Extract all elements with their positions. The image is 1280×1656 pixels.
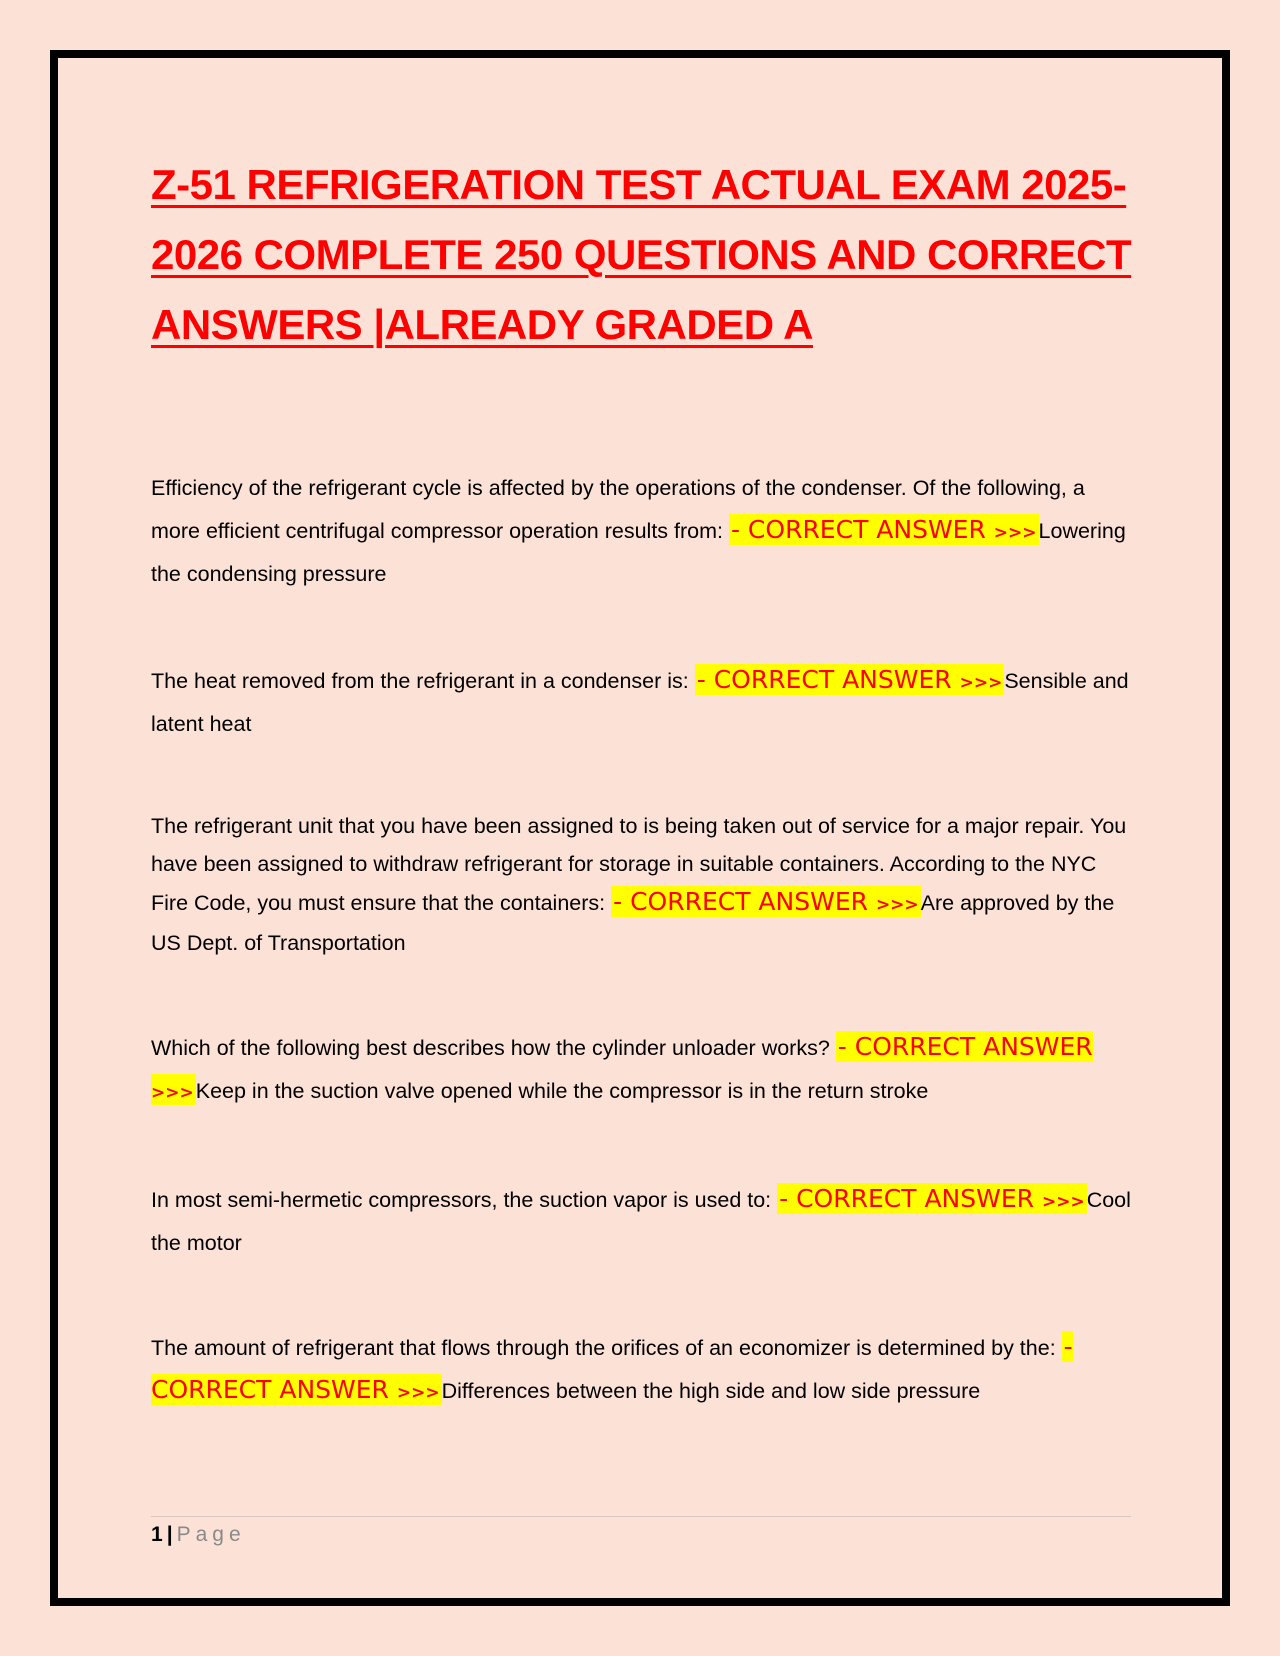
correct-answer-marker: - CORRECT ANSWER >>> [613,887,919,916]
correct-answer-marker: - CORRECT ANSWER >>> [696,665,1003,694]
question-text: The heat removed from the refrigerant in a condenser is: [151,669,695,693]
question-text: In most semi-hermetic compressors, the suction vapor is used to: [151,1188,778,1212]
correct-answer-marker: - CORRECT ANSWER >>> [779,1184,1085,1213]
page-footer [151,1520,246,1550]
answer-text: Sensible and latent heat [151,669,1129,736]
answer-text: Cool the motor [151,1188,1131,1255]
document-content [151,150,1136,1414]
question-text: Which of the following best describes how the cylinder unloader works? [151,1036,836,1060]
page-number: 1 [151,1523,163,1546]
question-text: The refrigerant unit that you have been assigned to is being taken out of service for a major repair. You have been assigned to withdraw refrigerant for storage in suitable containers. According to the NYC Fire Code, you must ensure that the containers: [151,814,1127,915]
qa-item [151,659,1136,745]
page-label: Page [176,1523,246,1546]
document-title: Z-51 REFRIGERATION TEST ACTUAL EXAM 2025-2026 COMPLETE 250 QUESTIONS AND CORRECT ANSWERS |ALREADY GRADED A [151,161,1132,348]
correct-answer-marker: - CORRECT ANSWER >>> [730,515,1037,544]
qa-item [151,1178,1136,1264]
question-text: Efficiency of the refrigerant cycle is affected by the operations of the condenser. Of the following, a more efficient centrifugal compressor operation results from: [151,476,1085,543]
qa-list [151,468,1136,1414]
question-text: The amount of refrigerant that flows through the orifices of an economizer is determined by the: [151,1336,1062,1360]
answer-text: Differences between the high side and low side pressure [441,1379,981,1403]
qa-item [151,1326,1136,1414]
footer-divider [151,1516,1131,1517]
qa-item [151,1026,1136,1114]
correct-answer-marker: - CORRECT ANSWER >>> [151,1332,1073,1404]
qa-item [151,468,1136,595]
answer-text: Lowering the condensing pressure [151,519,1126,586]
answer-text: Keep in the suction valve opened while the compressor is in the return stroke [195,1079,929,1103]
footer-separator: | [166,1523,173,1546]
qa-item [151,807,1136,962]
correct-answer-marker: - CORRECT ANSWER >>> [151,1032,1093,1103]
answer-text: Are approved by the US Dept. of Transportation [151,891,1115,955]
